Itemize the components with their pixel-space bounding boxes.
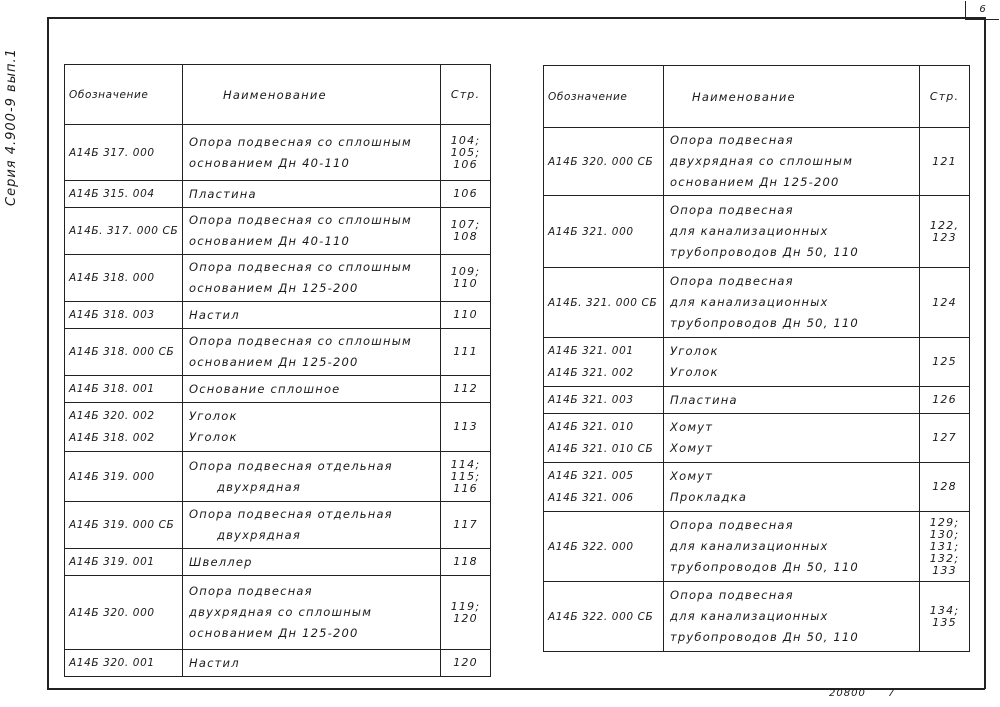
- table-row: [65, 329, 491, 376]
- name-line: трубопроводов Дн 50, 110: [670, 560, 859, 574]
- name-line: трубопроводов Дн 50, 110: [670, 245, 859, 259]
- header-page: Стр.: [920, 66, 970, 128]
- table-row: [65, 181, 491, 208]
- name-line: Уголок: [670, 344, 719, 358]
- table-row: [544, 387, 970, 414]
- name-line: Опора подвесная со сплошным: [189, 334, 412, 348]
- page-line: 125: [932, 355, 957, 368]
- table-row: [65, 452, 491, 502]
- name-line: Пластина: [670, 392, 738, 407]
- name-line: основанием Дн 125-200: [670, 175, 840, 189]
- name-line: Опора подвесная отдельная: [189, 458, 393, 473]
- sheet-number: 7: [888, 688, 895, 699]
- code-cell: [65, 576, 183, 650]
- code-line: А14Б 317. 000: [69, 146, 155, 159]
- name-cell: [664, 414, 920, 463]
- table-row: [65, 403, 491, 452]
- name-cell: [664, 463, 920, 512]
- code-cell: [544, 387, 664, 414]
- page-cell: [441, 329, 491, 376]
- code-line: А14Б 322. 000: [548, 540, 634, 553]
- code-cell: [544, 338, 664, 387]
- name-cell: [664, 387, 920, 414]
- code-line: А14Б 321. 003: [548, 394, 634, 406]
- code-line: А14Б 318. 003: [69, 309, 155, 321]
- table-row: [65, 376, 491, 403]
- page-line: 123: [932, 230, 957, 244]
- page-cell: [441, 125, 491, 181]
- page-cell: [920, 338, 970, 387]
- code-line: А14Б 315. 004: [69, 188, 155, 200]
- code-line: А14Б 321. 000: [548, 225, 634, 238]
- page-cell: [441, 181, 491, 208]
- header-code: Обозначение: [65, 65, 183, 125]
- code-cell: [65, 255, 183, 302]
- name-line: основанием Дн 125-200: [189, 281, 359, 295]
- code-line: А14Б 320. 000: [69, 606, 155, 619]
- name-line: Опора подвесная: [670, 518, 794, 532]
- page-cell: [441, 549, 491, 576]
- name-line: Основание сплошное: [189, 381, 341, 396]
- name-cell: [183, 549, 441, 576]
- table-row: [65, 650, 491, 677]
- page-line: 120: [453, 611, 478, 625]
- name-line: Настил: [189, 655, 240, 670]
- page-line: 118: [453, 555, 478, 568]
- page-line: 122,: [929, 218, 960, 232]
- page-line: 106: [453, 187, 478, 200]
- name-cell: [183, 208, 441, 255]
- page-line: 110: [453, 308, 478, 321]
- corner-mark: 6: [965, 1, 999, 20]
- page-cell: [920, 582, 970, 652]
- code-cell: [544, 463, 664, 512]
- name-line: Уголок: [670, 365, 719, 379]
- name-line: для канализационных: [670, 224, 829, 238]
- page-line: 116: [453, 481, 478, 495]
- page-cell: [441, 255, 491, 302]
- table-row: [544, 196, 970, 268]
- table-row: [544, 512, 970, 582]
- header-name: Наименование: [664, 66, 920, 128]
- table-row: [544, 463, 970, 512]
- code-cell: [65, 125, 183, 181]
- name-line: Опора подвесная со сплошным: [189, 213, 412, 227]
- page-line: 133: [932, 563, 957, 577]
- code-cell: [65, 376, 183, 403]
- name-line: Опора подвесная со сплошным: [189, 134, 412, 149]
- frame-top-line: [47, 17, 985, 19]
- name-cell: [183, 125, 441, 181]
- name-line: Опора подвесная отдельная: [189, 507, 393, 521]
- code-line: А14Б 320. 001: [69, 657, 155, 669]
- code-line: А14Б 321. 010: [548, 421, 634, 433]
- code-cell: [544, 268, 664, 338]
- name-cell: [664, 582, 920, 652]
- page-line: 127: [932, 431, 957, 444]
- code-cell: [65, 650, 183, 677]
- table-row: [544, 414, 970, 463]
- code-cell: [65, 181, 183, 208]
- name-line: основанием Дн 125-200: [189, 355, 359, 369]
- left-spec-table: [64, 64, 491, 677]
- page-cell: [920, 414, 970, 463]
- page-line: 106: [453, 157, 478, 171]
- name-cell: [183, 502, 441, 549]
- code-line: А14Б 320. 000 СБ: [548, 155, 654, 168]
- name-cell: [183, 650, 441, 677]
- name-line: Хомут: [670, 469, 714, 483]
- name-line: Опора подвесная: [670, 133, 794, 147]
- name-line: основанием Дн 40-110: [189, 234, 351, 248]
- name-line: Опора подвесная: [670, 203, 794, 217]
- page-line: 119;: [450, 599, 481, 613]
- name-cell: [664, 128, 920, 196]
- name-cell: [183, 181, 441, 208]
- name-line: двухрядная: [217, 479, 301, 494]
- code-line: А14Б 318. 002: [69, 432, 155, 444]
- page-line: 114;: [450, 457, 481, 471]
- page-line: 105;: [450, 145, 481, 159]
- name-cell: [183, 576, 441, 650]
- page-line: 110: [453, 277, 478, 290]
- table-row: [65, 255, 491, 302]
- name-line: двухрядная: [217, 528, 301, 542]
- header-code: Обозначение: [544, 66, 664, 128]
- page-line: 124: [932, 295, 957, 309]
- page-cell: [441, 302, 491, 329]
- code-cell: [544, 414, 664, 463]
- code-line: А14Б 321. 001: [548, 345, 634, 357]
- page-line: 104;: [450, 133, 481, 147]
- page-cell: [920, 463, 970, 512]
- page-line: 132;: [929, 551, 960, 565]
- table-row: [65, 576, 491, 650]
- code-line: А14Б 318. 000 СБ: [69, 346, 175, 358]
- table-row: [65, 125, 491, 181]
- code-line: А14Б 321. 006: [548, 492, 634, 504]
- page-line: 135: [932, 615, 957, 629]
- name-line: для канализационных: [670, 295, 829, 309]
- name-line: Опора подвесная со сплошным: [189, 260, 412, 274]
- page-cell: [441, 576, 491, 650]
- code-line: А14Б. 321. 000 СБ: [548, 296, 658, 309]
- code-line: А14Б 319. 000: [69, 470, 155, 483]
- code-cell: [544, 582, 664, 652]
- name-cell: [664, 196, 920, 268]
- code-line: А14Б. 317. 000 СБ: [69, 225, 179, 237]
- table-row: [65, 208, 491, 255]
- name-line: Прокладка: [670, 490, 748, 504]
- table-row: [544, 338, 970, 387]
- table-row: [65, 502, 491, 549]
- page-line: 120: [453, 656, 478, 669]
- name-cell: [664, 338, 920, 387]
- name-cell: [183, 329, 441, 376]
- header-page: Стр.: [441, 65, 491, 125]
- page-line: 107;: [450, 218, 481, 231]
- table-row: [544, 128, 970, 196]
- page-line: 113: [453, 420, 478, 433]
- table-row: [65, 302, 491, 329]
- page-line: 130;: [929, 527, 960, 541]
- name-line: Хомут: [670, 441, 714, 455]
- code-line: А14Б 321. 010 СБ: [548, 443, 654, 455]
- name-line: основанием Дн 40-110: [189, 155, 351, 170]
- page-line: 128: [932, 480, 957, 493]
- name-line: для канализационных: [670, 539, 829, 553]
- code-cell: [65, 452, 183, 502]
- page-line: 131;: [929, 539, 960, 553]
- name-cell: [664, 268, 920, 338]
- page-line: 117: [453, 518, 478, 531]
- code-cell: [65, 502, 183, 549]
- name-line: Швеллер: [189, 554, 253, 569]
- code-line: А14Б 319. 000 СБ: [69, 519, 175, 531]
- name-cell: [183, 302, 441, 329]
- name-line: Хомут: [670, 420, 714, 434]
- name-line: Опора подвесная: [670, 588, 794, 602]
- page-cell: [441, 650, 491, 677]
- right-spec-table: [543, 65, 970, 652]
- page-line: 121: [932, 154, 957, 168]
- code-cell: [544, 196, 664, 268]
- name-line: Пластина: [189, 186, 257, 201]
- code-cell: [65, 403, 183, 452]
- page-cell: [920, 387, 970, 414]
- name-line: трубопроводов Дн 50, 110: [670, 630, 859, 644]
- name-line: двухрядная со сплошным: [670, 154, 854, 168]
- page-cell: [441, 403, 491, 452]
- name-line: основанием Дн 125-200: [189, 626, 359, 640]
- name-cell: [664, 512, 920, 582]
- table-row: [65, 549, 491, 576]
- page-line: 134;: [929, 603, 960, 617]
- name-line: для канализационных: [670, 609, 829, 623]
- left-table-body: [65, 125, 491, 677]
- right-table-body: [544, 128, 970, 652]
- drawing-number: 20800: [829, 688, 866, 699]
- name-cell: [183, 403, 441, 452]
- page-line: 129;: [929, 515, 960, 529]
- page-cell: [920, 128, 970, 196]
- page-cell: [920, 512, 970, 582]
- code-line: А14Б 318. 001: [69, 383, 155, 395]
- page-cell: [920, 196, 970, 268]
- code-line: А14Б 321. 005: [548, 470, 634, 482]
- page-cell: [441, 376, 491, 403]
- name-cell: [183, 452, 441, 502]
- code-cell: [65, 329, 183, 376]
- name-cell: [183, 376, 441, 403]
- table-row: [544, 268, 970, 338]
- code-cell: [544, 512, 664, 582]
- code-line: А14Б 321. 002: [548, 367, 634, 379]
- page-line: 111: [453, 345, 478, 358]
- name-line: Опора подвесная: [189, 584, 313, 598]
- code-cell: [65, 549, 183, 576]
- frame-right-line: [984, 17, 986, 689]
- page-cell: [441, 452, 491, 502]
- page-line: 115;: [450, 469, 481, 483]
- page-line: 108: [453, 230, 478, 243]
- table-row: [544, 582, 970, 652]
- series-label: Серия 4.900-9 вып.1: [4, 48, 19, 206]
- name-line: Уголок: [189, 409, 238, 423]
- code-line: А14Б 322. 000 СБ: [548, 610, 654, 623]
- code-line: А14Б 319. 001: [69, 556, 155, 568]
- name-line: Настил: [189, 307, 240, 322]
- name-line: трубопроводов Дн 50, 110: [670, 316, 859, 330]
- page-line: 126: [932, 393, 957, 406]
- header-name: Наименование: [183, 65, 441, 125]
- page-cell: [920, 268, 970, 338]
- name-line: Уголок: [189, 430, 238, 444]
- code-cell: [65, 302, 183, 329]
- page-cell: [441, 502, 491, 549]
- code-cell: [544, 128, 664, 196]
- name-cell: [183, 255, 441, 302]
- name-line: Опора подвесная: [670, 274, 794, 288]
- page-line: 109;: [450, 265, 481, 278]
- page-cell: [441, 208, 491, 255]
- code-cell: [65, 208, 183, 255]
- frame-left-line: [47, 17, 49, 689]
- page-line: 112: [453, 382, 478, 395]
- code-line: А14Б 320. 002: [69, 410, 155, 422]
- code-line: А14Б 318. 000: [69, 272, 155, 284]
- name-line: двухрядная со сплошным: [189, 605, 373, 619]
